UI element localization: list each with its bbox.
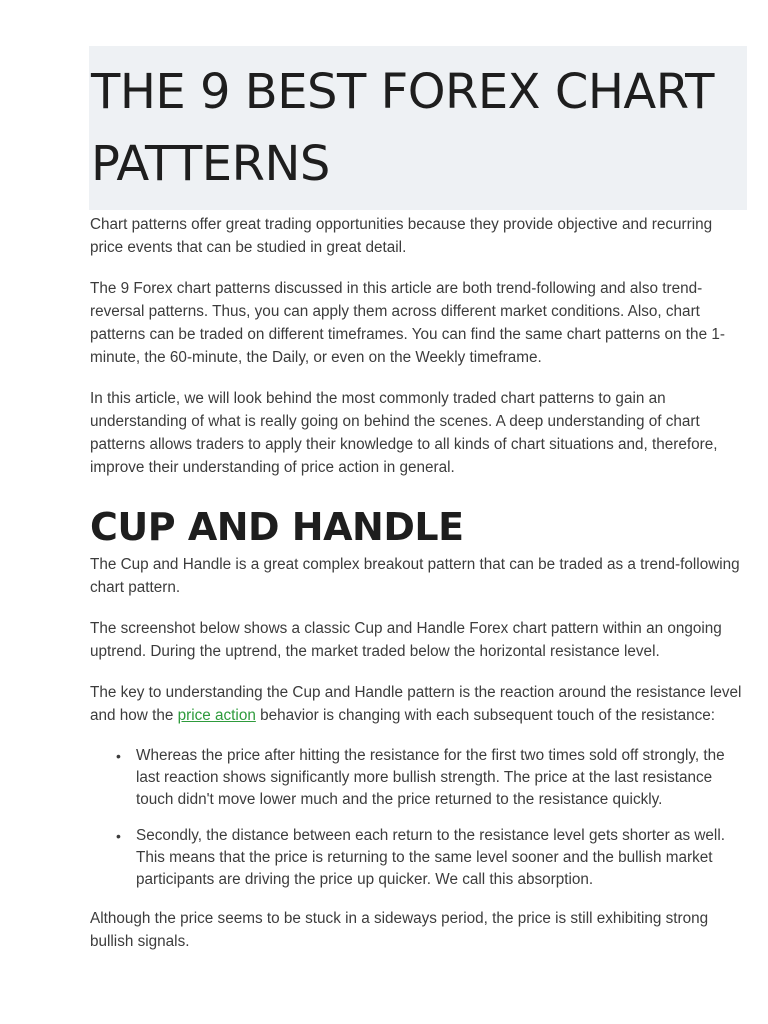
- page-title: THE 9 BEST FOREX CHART PATTERNS: [91, 64, 714, 192]
- intro-paragraph-3: In this article, we will look behind the most commonly traded chart patterns to gain an understanding of what is really going on behind the scenes. A deep understanding of chart patterns allows traders to apply their knowledge to all kinds of chart situations and, therefore, improve their understanding of price action in general.: [90, 390, 718, 476]
- closing-paragraph: Although the price seems to be stuck in a sideways period, the price is still exhibiting strong bullish signals.: [90, 910, 709, 950]
- bullet-list: [90, 745, 746, 891]
- list-item: [116, 745, 746, 811]
- section-paragraph-1: The Cup and Handle is a great complex breakout pattern that can be traded as a trend-following chart pattern.: [90, 556, 740, 596]
- price-action-link[interactable]: price action: [177, 707, 256, 724]
- bullet-icon: •: [116, 828, 121, 844]
- section-heading: CUP AND HANDLE: [90, 505, 464, 549]
- list-item-text: Secondly, the distance between each return to the resistance level gets shorter as well. This means that the price is returning to the same level sooner and the bullish market participants are driving the price up quicker. We call this absorption.: [136, 827, 725, 888]
- list-item: [116, 825, 746, 891]
- list-item-text: Whereas the price after hitting the resistance for the first two times sold off strongly, the last reaction shows significantly more bullish strength. The price at the last resistance touch didn't move lower much and the price returned to the resistance quickly.: [136, 747, 725, 808]
- bullet-icon: •: [116, 748, 121, 764]
- intro-paragraph-2: The 9 Forex chart patterns discussed in this article are both trend-following and also trend-reversal patterns. Thus, you can apply them across different market conditions. Also, chart patterns can be traded on different timeframes. You can find the same chart patterns on the 1-minute, the 60-minute, the Daily, or even on the Weekly timeframe.: [90, 280, 725, 366]
- key-paragraph: [90, 681, 746, 727]
- key-paragraph-text-start: The key to understanding the Cup and Handle pattern is the reaction around the resistance level and how the: [90, 684, 742, 724]
- article-body: [90, 211, 746, 953]
- title-banner: [89, 46, 747, 210]
- section-paragraph-2: The screenshot below shows a classic Cup and Handle Forex chart pattern within an ongoing uptrend. During the uptrend, the market traded below the horizontal resistance level.: [90, 620, 722, 660]
- intro-paragraph-1: Chart patterns offer great trading opportunities because they provide objective and recurring price events that can be studied in great detail.: [90, 216, 713, 256]
- key-paragraph-text-end: behavior is changing with each subsequent touch of the resistance:: [255, 707, 716, 724]
